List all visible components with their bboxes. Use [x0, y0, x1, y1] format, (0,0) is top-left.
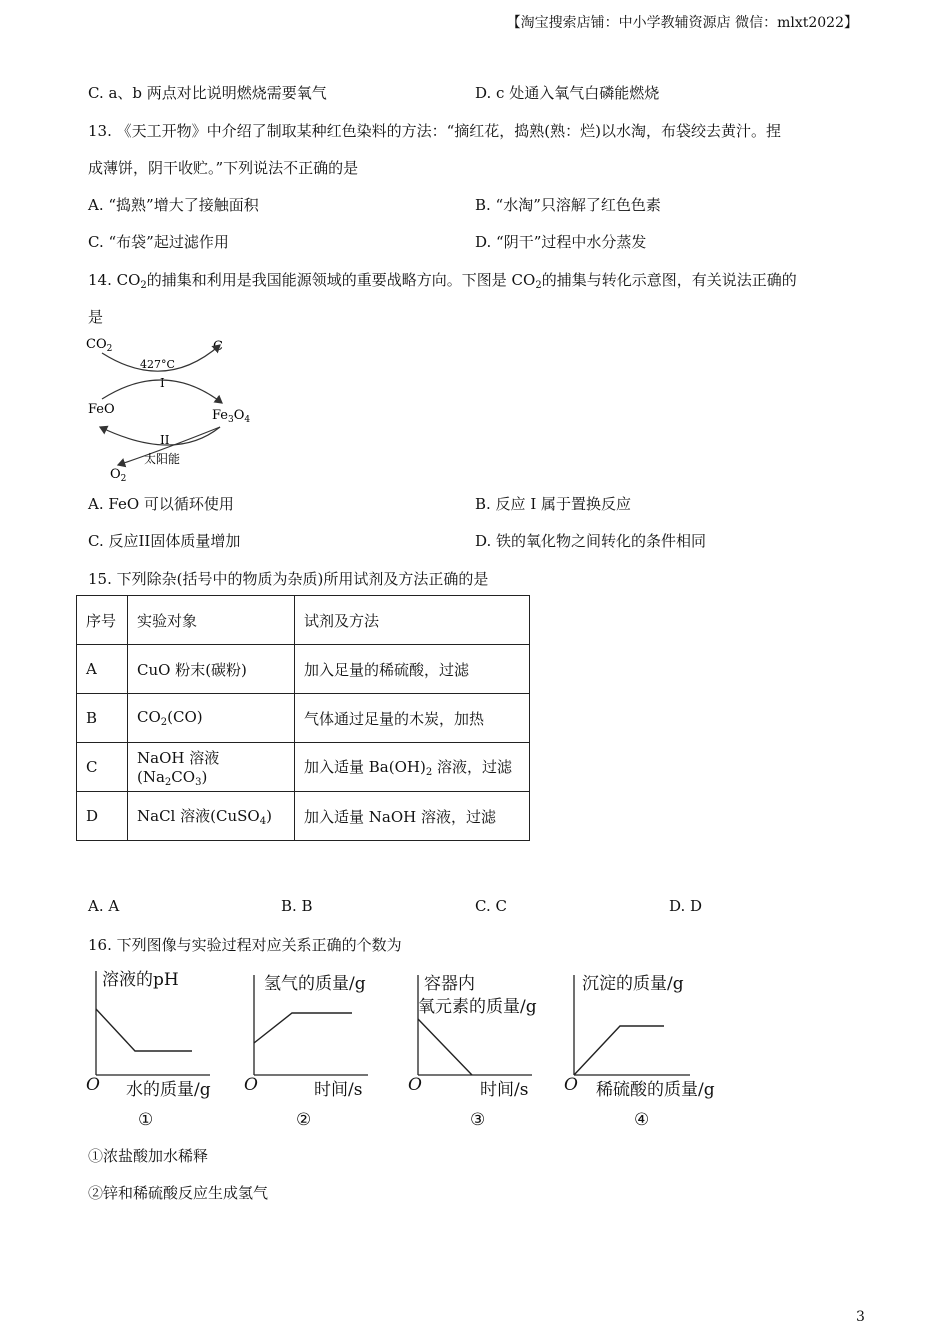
graph-2-xlabel: 时间/s: [314, 1080, 363, 1100]
table-header-row: [77, 596, 530, 645]
cell-method: 加入适量 $Ba(OH)_2$ 溶液，过滤: [295, 743, 530, 792]
q16-stem: 16. 下列图像与实验过程对应关系正确的个数为: [88, 936, 402, 954]
table-row: [77, 645, 530, 694]
page-header: 【淘宝搜索店铺：中小学教辅资源店 微信：mlxt2022】: [506, 15, 858, 31]
graph-1-xlabel: 水的质量/g: [126, 1080, 211, 1100]
graph-3-number: ③: [470, 1110, 486, 1130]
label-fe3o4: $Fe_3O_4$: [212, 408, 251, 425]
q15-option-c[interactable]: C. C: [475, 897, 507, 915]
label-reaction-2: II: [160, 433, 170, 447]
graph-3-ylabel-line1: 容器内: [424, 974, 475, 994]
graph-4-number: ④: [634, 1110, 650, 1130]
graph-4: [564, 974, 715, 1130]
cell-id: A: [77, 645, 128, 694]
graph-1-number: ①: [138, 1110, 154, 1130]
graph-3-xlabel: 时间/s: [480, 1080, 529, 1100]
q13-option-d[interactable]: D. “阴干”过程中水分蒸发: [475, 233, 647, 251]
table-row: [77, 743, 530, 792]
graph-4-origin: O: [564, 1075, 578, 1095]
cell-object: CuO 粉末(碳粉): [128, 645, 295, 694]
header-method: 试剂及方法: [295, 596, 530, 645]
q14-stem-line1: 14. $CO_2$的捕集和利用是我国能源领域的重要战略方向。下图是 $CO_2$的捕集与转化示意图，有关说法正确的: [88, 271, 797, 291]
graph-1-origin: O: [86, 1075, 100, 1095]
graph-4-ylabel: 沉淀的质量/g: [582, 974, 684, 994]
q15-stem: 15. 下列除杂(括号中的物质为杂质)所用试剂及方法正确的是: [88, 570, 489, 588]
graph-1-curve: [96, 1009, 192, 1051]
label-temperature: 427°C: [140, 358, 175, 371]
page-number: 3: [856, 1309, 865, 1325]
q15-option-a[interactable]: A. A: [88, 897, 120, 915]
table-row: [77, 694, 530, 743]
graph-2: [244, 974, 368, 1130]
cell-object: NaOH 溶液$(Na_2CO_3)$: [128, 743, 295, 792]
graph-1-ylabel: 溶液的pH: [102, 970, 179, 990]
cell-id: C: [77, 743, 128, 792]
q16-graphs: [80, 965, 740, 1135]
q15-option-d[interactable]: D. D: [669, 897, 703, 915]
header-id: 序号: [77, 596, 128, 645]
q16-statement-2: ②锌和稀硫酸反应生成氢气: [88, 1184, 269, 1202]
cell-method: 加入足量的稀硫酸，过滤: [295, 645, 530, 694]
graph-2-curve: [254, 1013, 352, 1043]
q16-statement-1: ①浓盐酸加水稀释: [88, 1147, 209, 1165]
label-c: C: [213, 339, 223, 354]
q12-option-c[interactable]: C. a、b 两点对比说明燃烧需要氧气: [88, 84, 327, 102]
graph-4-xlabel: 稀硫酸的质量/g: [596, 1080, 715, 1100]
table-row: [77, 792, 530, 841]
graph-2-number: ②: [296, 1110, 312, 1130]
cell-object: $CO_2(CO)$: [128, 694, 295, 743]
graph-2-ylabel: 氢气的质量/g: [264, 974, 366, 994]
graph-4-curve: [574, 1026, 664, 1075]
q13-stem-line1: 13. 《天工开物》中介绍了制取某种红色染料的方法：“摘红花，捣熟(熟：烂)以水淘，布袋绞去黄汁。捏: [88, 122, 782, 140]
q14-stem-line2: 是: [88, 308, 104, 326]
cell-method: 加入适量 NaOH 溶液，过滤: [295, 792, 530, 841]
label-solar-energy: 太阳能: [144, 452, 181, 466]
cell-method: 气体通过足量的木炭，加热: [295, 694, 530, 743]
graph-3-ylabel-line2: 氧元素的质量/g: [418, 997, 537, 1017]
graph-3-origin: O: [408, 1075, 422, 1095]
graph-2-origin: O: [244, 1075, 258, 1095]
q12-option-d[interactable]: D. c 处通入氧气白磷能燃烧: [475, 84, 660, 102]
cell-id: D: [77, 792, 128, 841]
graph-1: [86, 970, 211, 1130]
q13-option-a[interactable]: A. “捣熟”增大了接触面积: [88, 196, 259, 214]
q13-stem-line2: 成薄饼，阴干收贮。”下列说法不正确的是: [88, 159, 359, 177]
header-object: 实验对象: [128, 596, 295, 645]
co2-cycle-diagram: [80, 333, 270, 485]
label-co2: $CO_2$: [86, 337, 113, 354]
q13-option-c[interactable]: C. “布袋”起过滤作用: [88, 233, 229, 251]
q14-option-b[interactable]: B. 反应 I 属于置换反应: [475, 495, 632, 513]
label-o2: $O_2$: [110, 467, 127, 484]
q14-option-d[interactable]: D. 铁的氧化物之间转化的条件相同: [475, 532, 707, 550]
label-feo: FeO: [88, 402, 115, 417]
graph-3-curve: [418, 1019, 472, 1075]
graph-3: [408, 974, 537, 1130]
q14-option-c[interactable]: C. 反应II固体质量增加: [88, 532, 241, 550]
label-reaction-1: I: [160, 376, 165, 390]
purification-table: [76, 595, 530, 841]
q15-option-b[interactable]: B. B: [281, 897, 313, 915]
cell-id: B: [77, 694, 128, 743]
q14-option-a[interactable]: A. FeO 可以循环使用: [88, 495, 234, 513]
cell-object: NaCl 溶液(CuSO$_4$): [128, 792, 295, 841]
q13-option-b[interactable]: B. “水淘”只溶解了红色色素: [475, 196, 661, 214]
